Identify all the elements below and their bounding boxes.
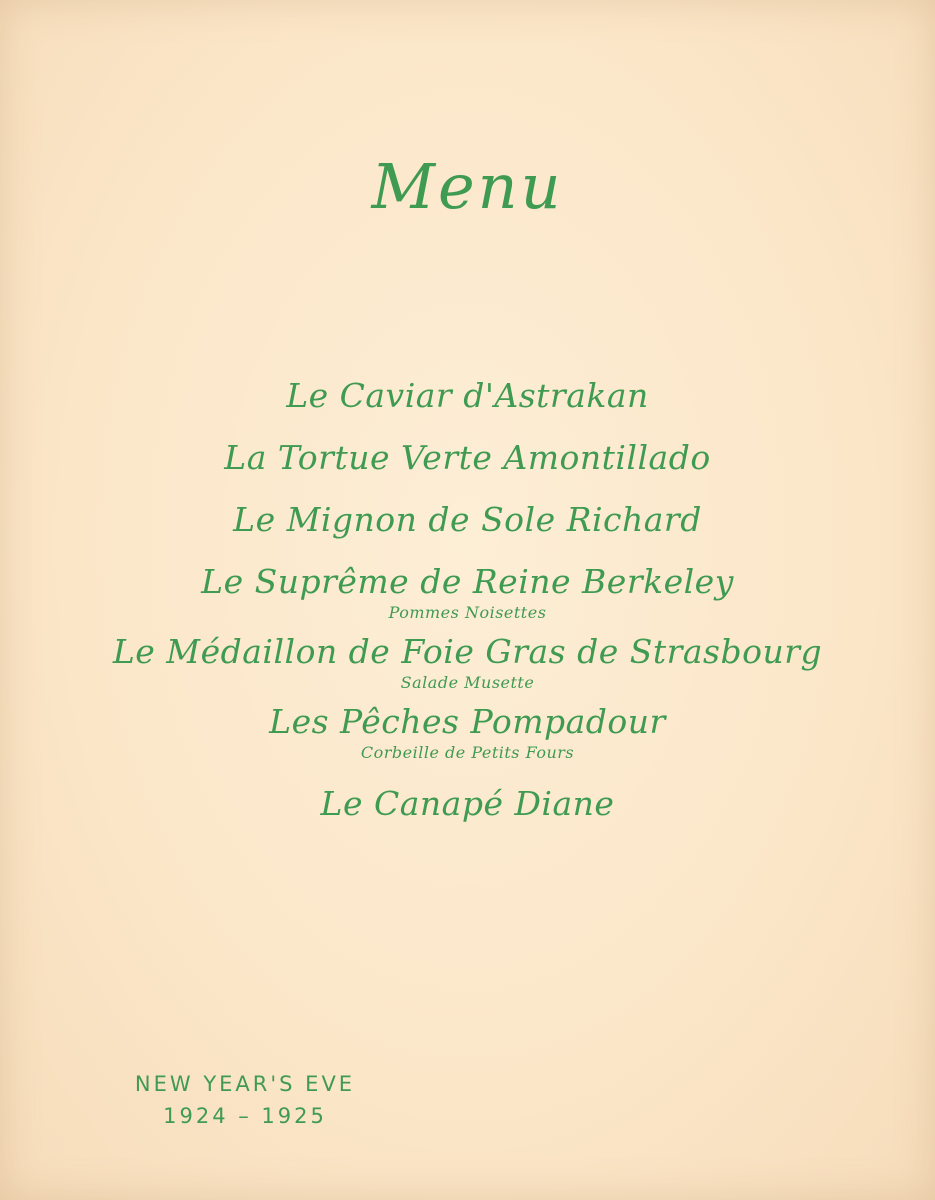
course-4-accompaniment: Pommes Noisettes (388, 603, 547, 622)
course-5-accompaniment: Salade Musette (400, 673, 535, 692)
course-6-accompaniment: Corbeille de Petits Fours (360, 743, 575, 762)
menu-title: Menu (371, 150, 564, 223)
course-3: Le Mignon de Sole Richard (233, 500, 702, 539)
course-4: Le Suprême de Reine Berkeley (201, 562, 734, 601)
course-7: Le Canapé Diane (320, 784, 615, 823)
occasion-block (90, 1068, 400, 1132)
course-6: Les Pêches Pompadour (269, 702, 666, 741)
occasion-years: 1924 – 1925 (163, 1104, 327, 1128)
course-2: La Tortue Verte Amontillado (224, 438, 711, 477)
course-list (0, 376, 935, 824)
course-1: Le Caviar d'Astrakan (286, 376, 649, 415)
occasion-label: NEW YEAR'S EVE (134, 1072, 356, 1096)
course-5: Le Médaillon de Foie Gras de Strasbourg (112, 632, 823, 671)
